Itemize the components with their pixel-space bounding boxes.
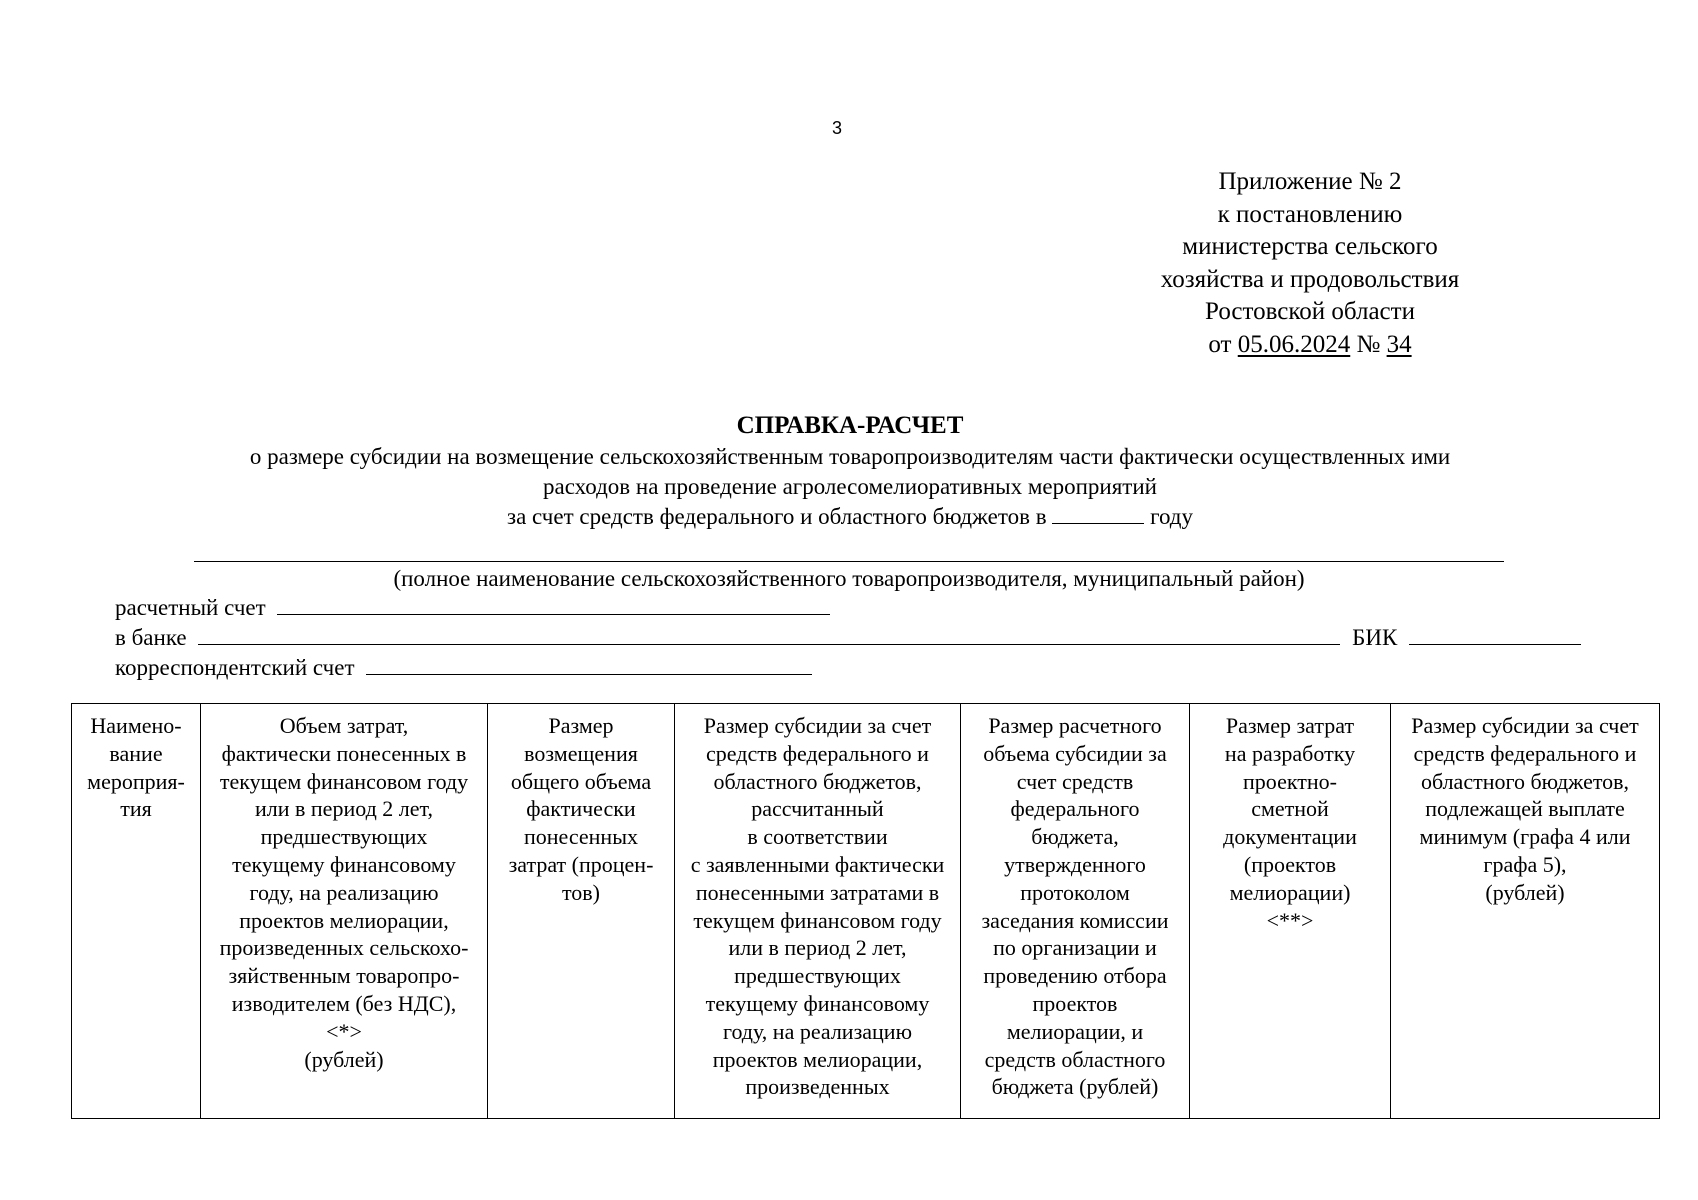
bank-label: в банке (115, 625, 187, 650)
producer-caption: (полное наименование сельскохозяйственного товаропроизводителя, муниципальный район) (393, 566, 1305, 591)
corr-account-blank (366, 654, 812, 675)
account-field (115, 594, 830, 622)
document-subtitle-line-year (60, 502, 1640, 532)
calculation-table (71, 703, 1660, 1119)
account-label: расчетный счет (115, 595, 266, 620)
header-text: Размер субсидии за счет средств федерального и областного бюджетов, подлежащей выплате минимум (графа 4 или графа 5), (рублей) (1411, 713, 1639, 905)
header-cell (1391, 704, 1660, 1119)
title-block (60, 410, 1640, 532)
corr-account-label: корреспондентский счет (115, 655, 355, 680)
header-text: Наимено- вание мероприя- тия (87, 713, 185, 822)
header-text: Размер возмещения общего объема фактически понесенных затрат (процен- тов) (508, 713, 654, 905)
year-blank (1052, 503, 1144, 524)
appendix-line: к постановлению (1217, 200, 1403, 228)
document-subtitle-line: расходов на проведение агролесомелиоративных мероприятий (543, 474, 1157, 499)
header-text: Размер субсидии за счет средств федерального и областного бюджетов, рассчитанный в соответствии с заявленными фактически понесенными затратами в текущем финансовом году или в период 2 лет, предшествующих текущему финансовому году, на реализацию проектов мелиорации, произведенных (690, 713, 945, 1100)
header-text: Размер расчетного объема субсидии за счет средств федерального бюджета, утвержденного протоколом заседания комиссии по организации и проведению отбора проектов мелиорации, и средств областного бюджета (рублей) (981, 713, 1169, 1100)
header-cell (72, 704, 201, 1119)
page-number: 3 (831, 118, 842, 138)
date-prefix: от (1208, 330, 1232, 358)
producer-name-line (194, 561, 1504, 562)
document-subtitle-line: о размере субсидии на возмещение сельскохозяйственным товаропроизводителям части фактически осуществленных ими (249, 444, 1451, 469)
resolution-date: 05.06.2024 (1237, 330, 1351, 358)
appendix-date-line (1080, 329, 1540, 362)
header-text: Размер затрат на разработку проектно- сметной документации (проектов мелиорации) <**> (1223, 713, 1357, 933)
resolution-number: 34 (1386, 330, 1412, 358)
corr-account-field (115, 654, 812, 682)
header-cell (961, 704, 1190, 1119)
appendix-line: Приложение № 2 (1218, 168, 1402, 195)
appendix-line: министерства сельского (1182, 233, 1438, 260)
document-title: СПРАВКА-РАСЧЕТ (736, 412, 964, 439)
bik-label: БИК (1352, 625, 1398, 650)
header-cell (1190, 704, 1391, 1119)
bank-field (115, 624, 1581, 652)
account-blank (277, 594, 830, 615)
header-cell (488, 704, 675, 1119)
subtitle-text: году (1150, 504, 1193, 529)
bank-blank (198, 624, 1340, 645)
header-cell (201, 704, 488, 1119)
table-header-row (72, 704, 1660, 1119)
subtitle-text: за счет средств федерального и областного бюджетов в (507, 504, 1047, 529)
bik-blank (1409, 624, 1581, 645)
appendix-line: Ростовской области (1205, 298, 1415, 325)
appendix-block (1080, 166, 1540, 361)
header-text: Объем затрат, фактически понесенных в текущем финансовом году или в период 2 лет, предшествующих текущему финансовому году, на реализацию проектов мелиорации, произведенных сельскохо- зяйственным товаропро- изводителем (без НДС), <*> (рублей) (219, 713, 469, 1072)
appendix-line: хозяйства и продовольствия (1160, 265, 1460, 293)
header-cell (675, 704, 961, 1119)
number-sign: № (1356, 330, 1381, 358)
